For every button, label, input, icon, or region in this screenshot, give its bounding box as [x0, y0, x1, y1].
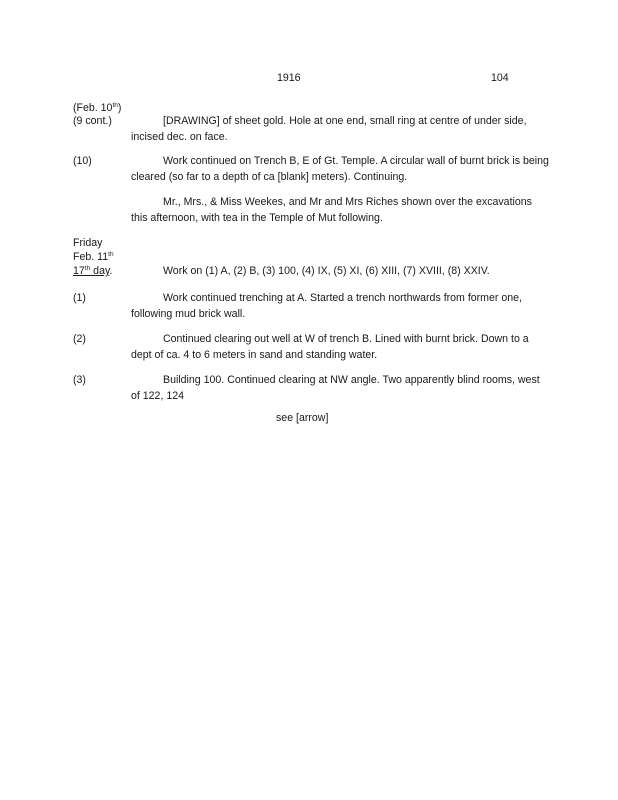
item-label-2: (2)	[73, 333, 86, 345]
page-number: 104	[491, 72, 509, 84]
work-summary: Work on (1) A, (2) B, (3) 100, (4) IX, (5) XI, (6) XIII, (7) XVIII, (8) XXIV.	[163, 265, 490, 277]
date-feb-11: Feb. 11th	[73, 251, 114, 263]
entry-text-trench-b: Work continued on Trench B, E of Gt. Temple. A circular wall of burnt brick is being cleared (so far to a depth of ca [blank] meters). Continuing.	[131, 155, 549, 183]
item-label-10: (10)	[73, 155, 92, 167]
item-label-1: (1)	[73, 292, 86, 304]
year-heading: 1916	[277, 72, 301, 84]
entry-text-item-1: Work continued trenching at A. Started a trench northwards from former one, following mud brick wall.	[131, 292, 522, 320]
workday-count: 17th day.	[73, 265, 113, 277]
day-friday: Friday	[73, 237, 103, 249]
entry-text-item-3: Building 100. Continued clearing at NW angle. Two apparently blind rooms, west of 122, 124	[131, 374, 540, 402]
entry-text-drawing: [DRAWING] of sheet gold. Hole at one end, small ring at centre of under side, incised dec. on face.	[131, 115, 527, 143]
date-feb-10: (Feb. 10th)	[73, 102, 122, 114]
see-arrow-note: see [arrow]	[276, 412, 329, 424]
entry-text-visitors: Mr., Mrs., & Miss Weekes, and Mr and Mrs Riches shown over the excavations this afternoon, with tea in the Temple of Mut following.	[131, 196, 532, 224]
item-label-9-cont: (9 cont.)	[73, 115, 112, 127]
entry-text-item-2: Continued clearing out well at W of trench B. Lined with burnt brick. Down to a dept of ca. 4 to 6 meters in sand and standing water.	[131, 333, 529, 361]
item-label-3: (3)	[73, 374, 86, 386]
